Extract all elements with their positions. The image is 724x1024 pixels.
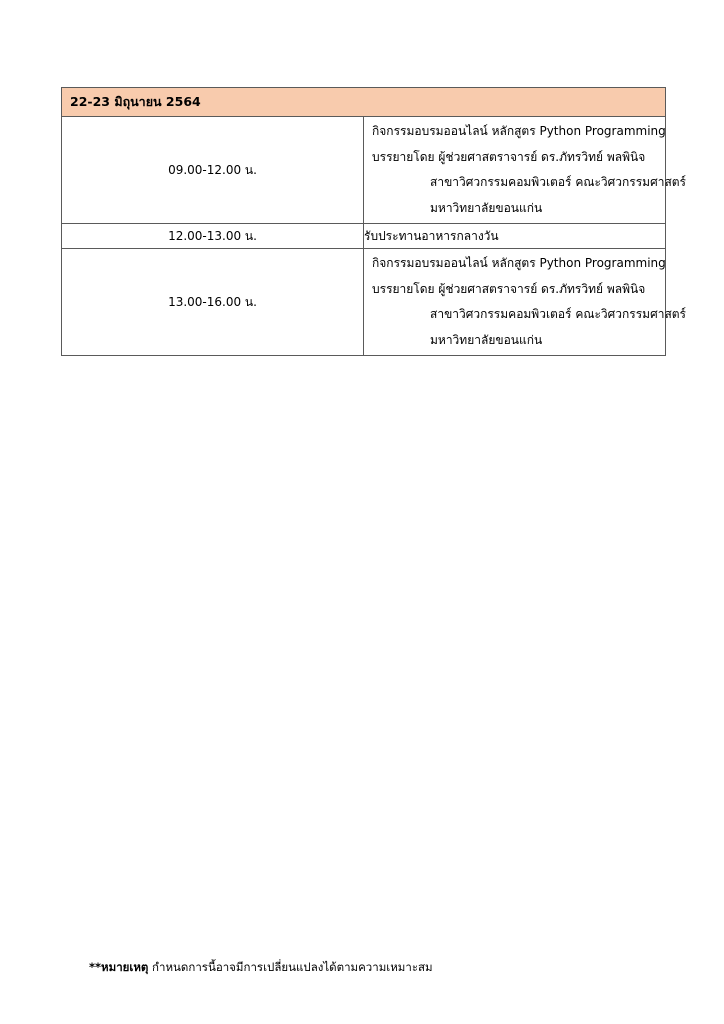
session-lecturer: บรรยายโดย ผู้ช่วยศาสตราจารย์ ดร.ภัทรวิทย์ พลพินิจ <box>372 149 646 164</box>
date-header-row <box>62 88 666 117</box>
table-row <box>62 117 666 224</box>
date-header: 22-23 มิถุนายน 2564 <box>62 88 666 117</box>
session-activity: กิจกรรมอบรมออนไลน์ หลักสูตร Python Programming <box>372 124 666 138</box>
footnote <box>89 959 433 977</box>
session-lecturer: บรรยายโดย ผู้ช่วยศาสตราจารย์ ดร.ภัทรวิทย์ พลพินิจ <box>372 281 646 296</box>
session-activity: กิจกรรมอบรมออนไลน์ หลักสูตร Python Programming <box>372 256 666 270</box>
table-row <box>62 249 666 356</box>
session-time: 12.00-13.00 น. <box>62 224 364 249</box>
session-details <box>364 249 687 356</box>
session-time: 09.00-12.00 น. <box>62 117 364 224</box>
session-university: มหาวิทยาลัยขอนแก่น <box>430 332 543 347</box>
session-department: สาขาวิศวกรรมคอมพิวเตอร์ คณะวิศวกรรมศาสตร์ <box>430 175 687 189</box>
session-details <box>364 117 687 224</box>
table-row <box>62 224 666 249</box>
footnote-text: กำหนดการนี้อาจมีการเปลี่ยนแปลงได้ตามความเหมาะสม <box>148 960 433 974</box>
footnote-label: **หมายเหตุ <box>89 960 149 974</box>
session-activity: รับประทานอาหารกลางวัน <box>364 224 666 249</box>
session-department: สาขาวิศวกรรมคอมพิวเตอร์ คณะวิศวกรรมศาสตร์ <box>430 307 687 321</box>
schedule-table <box>61 87 687 356</box>
session-time: 13.00-16.00 น. <box>62 249 364 356</box>
session-university: มหาวิทยาลัยขอนแก่น <box>430 200 543 215</box>
